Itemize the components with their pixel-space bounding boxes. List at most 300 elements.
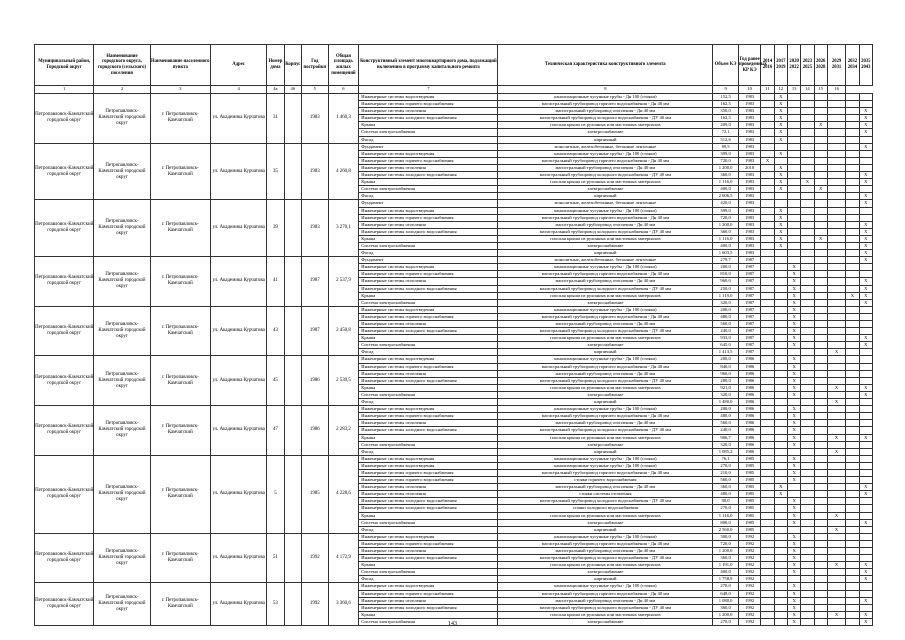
period-mark-cell: [814, 526, 827, 533]
table-body: [35, 86, 873, 626]
period-mark-cell: [774, 363, 787, 370]
period-mark-cell: [761, 214, 774, 221]
period-mark-cell: [801, 611, 814, 618]
tech-cell: кирпичный: [498, 250, 713, 257]
prev-repair-year-cell: 1985: [738, 462, 761, 469]
tech-cell: кирпичный: [498, 349, 713, 356]
period-mark-cell: [761, 108, 774, 115]
period-mark-cell: [846, 278, 859, 285]
volume-cell: 1 116,0: [713, 179, 739, 186]
period-mark-cell: [846, 548, 859, 555]
volume-cell: 1 119,0: [713, 292, 739, 299]
period-mark-cell: [814, 413, 827, 420]
period-mark-cell: [801, 477, 814, 484]
period-mark-cell: X: [787, 356, 800, 363]
period-mark-cell: [827, 235, 845, 242]
header-prev-repair-year: Год ранее проведенных КР КЭ: [738, 45, 761, 86]
period-mark-cell: X: [859, 285, 872, 292]
element-cell: Система электроснабжения: [359, 569, 498, 576]
period-mark-cell: [827, 164, 845, 171]
prev-repair-year-cell: 1985: [738, 477, 761, 484]
element-cell: Крыша: [359, 335, 498, 342]
element-cell: Фасад: [359, 576, 498, 583]
locality-cell: г. Петропавловск-Камчатский: [150, 406, 210, 456]
period-mark-cell: [814, 136, 827, 143]
period-mark-cell: [801, 391, 814, 398]
volume-cell: 400,0: [713, 186, 739, 193]
volume-cell: 1 191,0: [713, 562, 739, 569]
period-mark-cell: [801, 214, 814, 221]
element-cell: Инженерные системы горячего водоснабжения: [359, 590, 498, 597]
period-mark-cell: [801, 150, 814, 157]
element-cell: Инженерные системы водоотведения: [359, 533, 498, 540]
korpus-cell: [284, 583, 301, 626]
prev-repair-year-cell: 1992: [738, 548, 761, 555]
locality-cell: г. Петропавловск-Камчатский: [150, 200, 210, 257]
house-number-cell: 31: [267, 94, 284, 144]
period-mark-cell: [774, 505, 787, 512]
prev-repair-year-cell: 1987: [738, 271, 761, 278]
period-mark-cell: [787, 150, 800, 157]
period-mark-cell: [859, 136, 872, 143]
area-cell: 2 283,2: [328, 406, 359, 456]
period-mark-cell: [846, 533, 859, 540]
tech-cell: монолитные, железобетонные, бетонные ленточные: [498, 257, 713, 264]
period-mark-cell: [787, 108, 800, 115]
period-mark-cell: [761, 469, 774, 476]
period-mark-cell: [761, 484, 774, 491]
period-mark-cell: [814, 519, 827, 526]
tech-cell: канализационные чугунные трубы - Дн 100 (стояки): [498, 356, 713, 363]
period-mark-cell: [827, 391, 845, 398]
period-mark-cell: [859, 94, 872, 101]
period-mark-cell: [774, 313, 787, 320]
element-cell: Фасад: [359, 193, 498, 200]
period-mark-cell: [859, 413, 872, 420]
period-mark-cell: [774, 264, 787, 271]
volume-cell: 480,0: [713, 491, 739, 498]
period-mark-cell: X: [787, 505, 800, 512]
prev-repair-year-cell: 1987: [738, 306, 761, 313]
period-mark-cell: [814, 576, 827, 583]
period-mark-cell: [827, 172, 845, 179]
period-mark-cell: X: [774, 221, 787, 228]
tech-cell: канализационные чугунные трубы - Дн 100 (стояки): [498, 406, 713, 413]
build-year-cell: 1983: [302, 94, 329, 144]
period-mark-cell: [859, 271, 872, 278]
address-cell: ул. Академика Курчатова: [210, 583, 266, 626]
header-tech: Техническая характеристика конструктивного элемента: [498, 45, 713, 86]
period-mark-cell: [801, 576, 814, 583]
header-area: Общая площадь жилых помещений: [328, 45, 359, 86]
period-mark-cell: [814, 207, 827, 214]
period-mark-cell: X: [787, 441, 800, 448]
volume-cell: 810,0: [713, 271, 739, 278]
period-mark-cell: [827, 590, 845, 597]
prev-repair-year-cell: 1992: [738, 611, 761, 618]
period-mark-cell: [801, 306, 814, 313]
column-number: 3: [150, 86, 210, 94]
period-mark-cell: [761, 533, 774, 540]
period-mark-cell: [827, 257, 845, 264]
build-year-cell: 1983: [302, 143, 329, 200]
period-mark-cell: [846, 313, 859, 320]
build-year-cell: 1987: [302, 306, 329, 356]
period-mark-cell: [827, 576, 845, 583]
period-mark-cell: [859, 498, 872, 505]
period-mark-cell: [761, 285, 774, 292]
element-cell: Инженерные системы холодного водоснабжения: [359, 498, 498, 505]
tech-cell: стояки горячего водоснабжения: [498, 477, 713, 484]
period-mark-cell: [801, 590, 814, 597]
prev-repair-year-cell: 1986: [738, 448, 761, 455]
period-mark-cell: X: [774, 115, 787, 122]
period-mark-cell: [846, 164, 859, 171]
tech-cell: канализационные чугунные трубы - Дн 100 (стояки): [498, 462, 713, 469]
period-mark-cell: X: [787, 498, 800, 505]
period-mark-cell: [761, 235, 774, 242]
period-mark-cell: [801, 533, 814, 540]
period-mark-cell: [859, 306, 872, 313]
element-cell: Инженерные системы холодного водоснабжения: [359, 115, 498, 122]
period-mark-cell: [846, 462, 859, 469]
period-mark-cell: [787, 207, 800, 214]
period-mark-cell: [761, 122, 774, 129]
tech-cell: магистральный трубопровод горячего водоснабжения - Дн 40 мм: [498, 590, 713, 597]
period-mark-cell: [827, 540, 845, 547]
period-mark-cell: [801, 271, 814, 278]
prev-repair-year-cell: 1986: [738, 413, 761, 420]
period-mark-cell: X: [859, 278, 872, 285]
period-mark-cell: X: [787, 569, 800, 576]
element-cell: Инженерные системы горячего водоснабжения: [359, 477, 498, 484]
period-mark-cell: [827, 370, 845, 377]
period-mark-cell: X: [859, 115, 872, 122]
period-mark-cell: [814, 214, 827, 221]
period-mark-cell: X: [827, 611, 845, 618]
period-mark-cell: [761, 257, 774, 264]
period-mark-cell: [846, 604, 859, 611]
volume-cell: 1 085,2: [713, 448, 739, 455]
column-number: 10: [738, 86, 761, 94]
settlement-cell: Петропавловск-Камчатский городской округ: [94, 143, 150, 200]
volume-cell: 560,0: [713, 321, 739, 328]
element-cell: Система электроснабжения: [359, 618, 498, 625]
period-mark-cell: X: [801, 179, 814, 186]
period-mark-cell: [761, 477, 774, 484]
period-mark-cell: [846, 299, 859, 306]
period-mark-cell: [814, 569, 827, 576]
period-mark-cell: X: [787, 335, 800, 342]
period-mark-cell: [801, 257, 814, 264]
period-mark-cell: [801, 129, 814, 136]
korpus-cell: [284, 200, 301, 257]
period-mark-cell: [827, 193, 845, 200]
prev-repair-year-cell: 1983: [738, 101, 761, 108]
period-mark-cell: [787, 235, 800, 242]
locality-cell: г. Петропавловск-Камчатский: [150, 94, 210, 144]
period-mark-cell: [787, 526, 800, 533]
tech-cell: магистральный трубопровод горячего водоснабжения - Дн 40 мм: [498, 363, 713, 370]
volume-cell: 279,7: [713, 257, 739, 264]
volume-cell: 480,0: [713, 413, 739, 420]
period-mark-cell: [761, 200, 774, 207]
period-mark-cell: X: [827, 512, 845, 519]
period-mark-cell: [801, 94, 814, 101]
tech-cell: канализационные чугунные трубы - Дн 100 (стояки): [498, 583, 713, 590]
period-mark-cell: [859, 427, 872, 434]
period-mark-cell: [814, 420, 827, 427]
area-cell: 3 360,6: [328, 583, 359, 626]
period-mark-cell: [801, 498, 814, 505]
period-mark-cell: [827, 548, 845, 555]
period-mark-cell: [814, 469, 827, 476]
period-mark-cell: [787, 349, 800, 356]
element-cell: Инженерные системы горячего водоснабжения: [359, 101, 498, 108]
period-mark-cell: [814, 193, 827, 200]
korpus-cell: [284, 94, 301, 144]
period-mark-cell: [814, 604, 827, 611]
period-mark-cell: [774, 462, 787, 469]
period-mark-cell: [814, 313, 827, 320]
period-mark-cell: [827, 462, 845, 469]
element-cell: Система электроснабжения: [359, 342, 498, 349]
period-mark-cell: [846, 235, 859, 242]
period-mark-cell: [801, 335, 814, 342]
element-cell: Система электроснабжения: [359, 242, 498, 249]
period-mark-cell: [774, 569, 787, 576]
table-row: [35, 583, 873, 590]
period-mark-cell: X: [787, 462, 800, 469]
table-row: [35, 356, 873, 363]
period-mark-cell: [827, 292, 845, 299]
period-mark-cell: [761, 491, 774, 498]
period-mark-cell: X: [787, 313, 800, 320]
period-mark-cell: [774, 427, 787, 434]
period-mark-cell: X: [787, 370, 800, 377]
volume-cell: 162,5: [713, 115, 739, 122]
period-mark-cell: [774, 285, 787, 292]
volume-cell: 89,5: [713, 143, 739, 150]
column-number: 9: [713, 86, 739, 94]
header-period: 2029 2031: [827, 45, 845, 86]
period-mark-cell: [761, 228, 774, 235]
period-mark-cell: [761, 129, 774, 136]
period-mark-cell: [761, 349, 774, 356]
period-mark-cell: [846, 441, 859, 448]
prev-repair-year-cell: 1985: [738, 519, 761, 526]
prev-repair-year-cell: 1987: [738, 313, 761, 320]
period-mark-cell: [774, 292, 787, 299]
period-mark-cell: X: [774, 179, 787, 186]
period-mark-cell: [801, 413, 814, 420]
period-mark-cell: [787, 576, 800, 583]
element-cell: Крыша: [359, 235, 498, 242]
volume-cell: 300,0: [713, 533, 739, 540]
volume-cell: 645,0: [713, 342, 739, 349]
period-mark-cell: [801, 285, 814, 292]
period-mark-cell: [827, 441, 845, 448]
period-mark-cell: X: [814, 186, 827, 193]
volume-cell: 1 200,0: [713, 164, 739, 171]
capital-repair-table: [34, 44, 873, 626]
tech-cell: плоская крыша из рулонных или мастичных материалов: [498, 235, 713, 242]
period-mark-cell: [761, 548, 774, 555]
period-mark-cell: X: [859, 179, 872, 186]
period-mark-cell: X: [787, 299, 800, 306]
volume-cell: 1 413,5: [713, 349, 739, 356]
period-mark-cell: [846, 200, 859, 207]
tech-cell: магистральный трубопровод холодного водоснабжения - ДУ 40 мм: [498, 115, 713, 122]
period-mark-cell: [827, 519, 845, 526]
column-number: 13: [787, 86, 800, 94]
period-mark-cell: [774, 420, 787, 427]
period-mark-cell: [801, 370, 814, 377]
column-number: 1: [35, 86, 94, 94]
period-mark-cell: [774, 519, 787, 526]
period-mark-cell: [846, 406, 859, 413]
period-mark-cell: X: [774, 228, 787, 235]
tech-cell: стояки системы отопления: [498, 491, 713, 498]
period-mark-cell: [827, 491, 845, 498]
period-mark-cell: [827, 306, 845, 313]
volume-cell: 1 116,0: [713, 512, 739, 519]
municipality-cell: Петропавловск-Камчатский городской округ: [35, 306, 94, 356]
column-number: 14: [801, 86, 814, 94]
volume-cell: 162,5: [713, 101, 739, 108]
period-mark-cell: X: [859, 569, 872, 576]
volume-cell: 152,5: [713, 94, 739, 101]
locality-cell: г. Петропавловск-Камчатский: [150, 257, 210, 307]
period-mark-cell: [859, 441, 872, 448]
period-mark-cell: [801, 221, 814, 228]
prev-repair-year-cell: 1986: [738, 420, 761, 427]
header-period: 2017 2019: [774, 45, 787, 86]
period-mark-cell: X: [787, 434, 800, 441]
korpus-cell: [284, 406, 301, 456]
period-mark-cell: [814, 399, 827, 406]
period-mark-cell: X: [787, 533, 800, 540]
element-cell: Инженерные системы холодного водоснабжения: [359, 377, 498, 384]
element-cell: Крыша: [359, 512, 498, 519]
prev-repair-year-cell: 1985: [738, 505, 761, 512]
period-mark-cell: [827, 264, 845, 271]
prev-repair-year-cell: 1992: [738, 604, 761, 611]
period-mark-cell: [774, 604, 787, 611]
volume-cell: 2 560,0: [713, 526, 739, 533]
municipality-cell: Петропавловск-Камчатский городской округ: [35, 200, 94, 257]
tech-cell: магистральный трубопровод холодного водоснабжения - ДУ 40 мм: [498, 328, 713, 335]
build-year-cell: 1992: [302, 533, 329, 583]
locality-cell: г. Петропавловск-Камчатский: [150, 533, 210, 583]
period-mark-cell: [774, 391, 787, 398]
period-mark-cell: [761, 356, 774, 363]
period-mark-cell: [814, 143, 827, 150]
period-mark-cell: X: [787, 555, 800, 562]
tech-cell: магистральный трубопровод горячего водоснабжения - Дн 40 мм: [498, 413, 713, 420]
period-mark-cell: [827, 356, 845, 363]
period-mark-cell: [761, 164, 774, 171]
prev-repair-year-cell: 1985: [738, 469, 761, 476]
element-cell: Инженерные системы отопления: [359, 370, 498, 377]
period-mark-cell: [827, 420, 845, 427]
volume-cell: 906,7: [713, 434, 739, 441]
tech-cell: электроснабжение: [498, 186, 713, 193]
element-cell: Инженерные системы горячего водоснабжения: [359, 540, 498, 547]
period-mark-cell: [787, 242, 800, 249]
period-mark-cell: [801, 540, 814, 547]
period-mark-cell: [846, 328, 859, 335]
house-number-cell: 41: [267, 257, 284, 307]
address-cell: ул. Академика Курчатова: [210, 455, 266, 533]
period-mark-cell: [846, 597, 859, 604]
period-mark-cell: [814, 377, 827, 384]
period-mark-cell: [846, 590, 859, 597]
period-mark-cell: [774, 321, 787, 328]
period-mark-cell: [761, 94, 774, 101]
period-mark-cell: [761, 321, 774, 328]
period-mark-cell: [774, 193, 787, 200]
period-mark-cell: [761, 604, 774, 611]
volume-cell: 420,0: [713, 200, 739, 207]
tech-cell: магистральный трубопровод отопления - Дн 40 мм: [498, 597, 713, 604]
period-mark-cell: [846, 342, 859, 349]
period-mark-cell: X: [859, 235, 872, 242]
period-mark-cell: [827, 150, 845, 157]
period-mark-cell: [859, 455, 872, 462]
volume-cell: 800,0: [713, 519, 739, 526]
element-cell: Инженерные системы водоотведения: [359, 406, 498, 413]
period-mark-cell: [814, 115, 827, 122]
prev-repair-year-cell: 1992: [738, 540, 761, 547]
element-cell: Крыша: [359, 122, 498, 129]
period-mark-cell: [787, 172, 800, 179]
period-mark-cell: X: [859, 491, 872, 498]
period-mark-cell: [846, 555, 859, 562]
period-mark-cell: [846, 427, 859, 434]
period-mark-cell: [761, 377, 774, 384]
period-mark-cell: [814, 328, 827, 335]
period-mark-cell: [787, 164, 800, 171]
house-number-cell: 5: [267, 455, 284, 533]
period-mark-cell: [801, 250, 814, 257]
prev-repair-year-cell: 1992: [738, 562, 761, 569]
element-cell: Инженерные системы горячего водоснабжения: [359, 469, 498, 476]
prev-repair-year-cell: 1992: [738, 618, 761, 625]
element-cell: Фундамент: [359, 200, 498, 207]
element-cell: Крыша: [359, 179, 498, 186]
element-cell: Крыша: [359, 562, 498, 569]
period-mark-cell: [827, 427, 845, 434]
settlement-cell: Петропавловск-Камчатский городской округ: [94, 306, 150, 356]
period-mark-cell: [774, 441, 787, 448]
period-mark-cell: [774, 469, 787, 476]
period-mark-cell: [827, 469, 845, 476]
period-mark-cell: [787, 129, 800, 136]
period-mark-cell: [827, 285, 845, 292]
municipality-cell: Петропавловск-Камчатский городской округ: [35, 257, 94, 307]
header-row: [35, 45, 873, 86]
period-mark-cell: [774, 583, 787, 590]
element-cell: Система электроснабжения: [359, 129, 498, 136]
prev-repair-year-cell: 1983: [738, 157, 761, 164]
period-mark-cell: [827, 413, 845, 420]
period-mark-cell: [846, 257, 859, 264]
settlement-cell: Петропавловск-Камчатский городской округ: [94, 94, 150, 144]
period-mark-cell: X: [859, 611, 872, 618]
period-mark-cell: [814, 356, 827, 363]
period-mark-cell: [814, 477, 827, 484]
